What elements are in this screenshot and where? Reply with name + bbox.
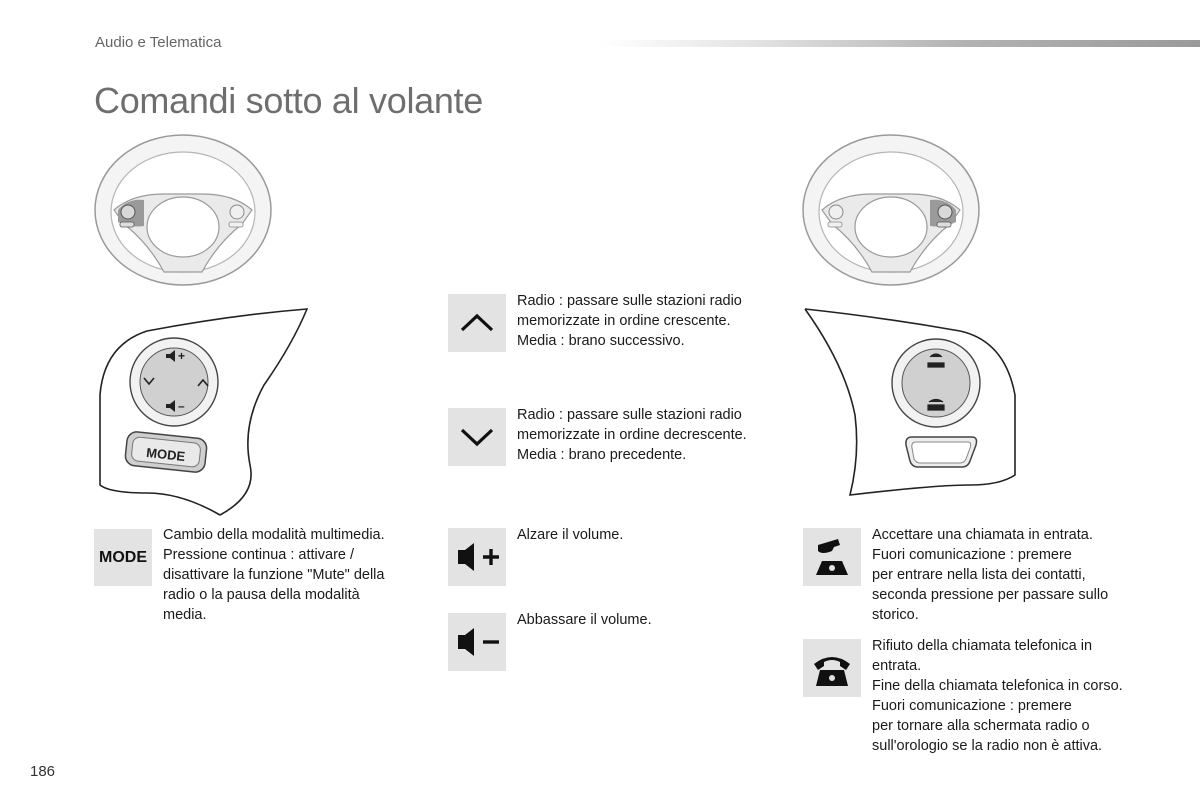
volume-up-description: Alzare il volume. <box>517 527 624 543</box>
page-title: Comandi sotto al volante <box>94 80 484 121</box>
page-number: 186 <box>30 763 56 780</box>
chevron-down-icon <box>448 408 506 466</box>
mode-description: Cambio della modalità multimedia. Pressione continua : attivare / disattivare la funzione "Mute" della radio o la pausa della modalità media. <box>163 527 385 623</box>
volume-down-icon <box>448 613 506 671</box>
phone-hangup-icon <box>803 639 861 697</box>
svg-text:+: + <box>178 349 186 363</box>
phone-pickup-icon <box>803 528 861 586</box>
section-header: Audio e Telematica <box>95 34 222 51</box>
svg-text:–: – <box>178 399 185 413</box>
up-description: Radio : passare sulle stazioni radio memorizzate in ordine crescente. Media : brano successivo. <box>517 293 742 349</box>
volume-down-description: Abbassare il volume. <box>517 612 652 628</box>
volume-up-icon <box>448 528 506 586</box>
mode-button-label: MODE <box>145 444 186 464</box>
steering-wheel-left-illustration <box>92 132 274 292</box>
left-control-zoom-illustration <box>92 305 312 525</box>
header-gradient-bar <box>600 40 1200 47</box>
down-description: Radio : passare sulle stazioni radio memorizzate in ordine decrescente. Media : brano precedente. <box>517 407 747 463</box>
reject-call-description: Rifiuto della chiamata telefonica in entrata. Fine della chiamata telefonica in corso. Fuori comunicazione : premere per tornare alla schermata radio o sull'orologio se la radio non è attiva. <box>872 638 1123 754</box>
steering-wheel-right-illustration <box>800 132 982 292</box>
mode-icon: MODE <box>94 529 152 586</box>
right-control-zoom-illustration <box>800 305 1030 505</box>
chevron-up-icon <box>448 294 506 352</box>
accept-call-description: Accettare una chiamata in entrata. Fuori comunicazione : premere per entrare nella lista dei contatti, seconda pressione per passare sullo storico. <box>872 527 1109 623</box>
